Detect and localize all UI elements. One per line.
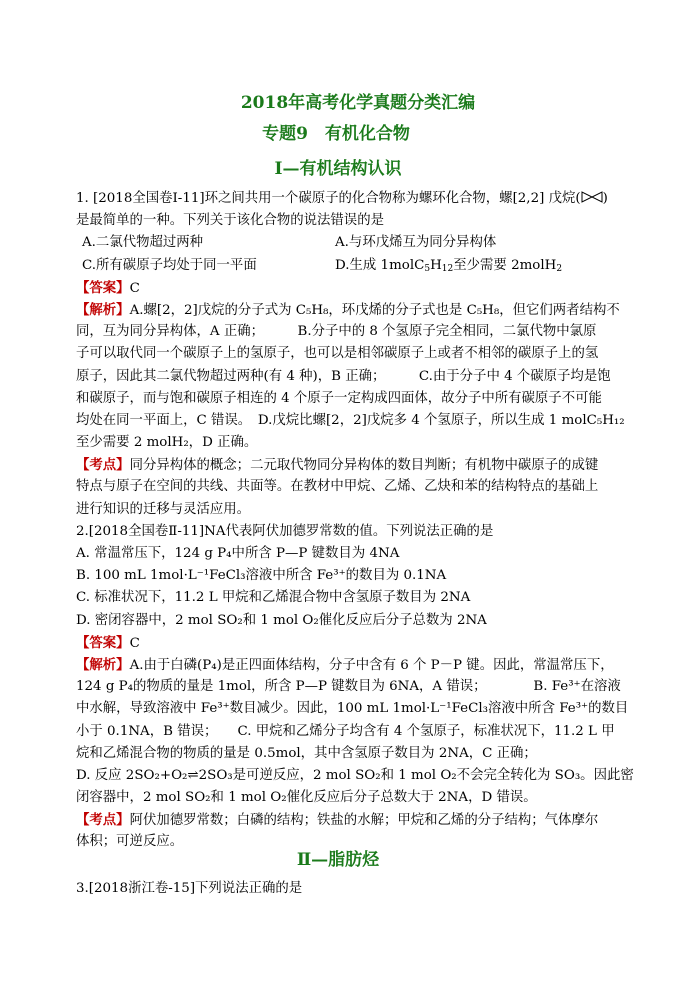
q1-stem-line-1: 1. [2018全国卷Ⅰ-11]环之间共用一个碳原子的化合物称为螺环化合物，螺[2,2] 戊烷( ) — [76, 191, 608, 206]
q2-analysis-line-1: 【解析】A.由于白磷(P₄)是正四面体结构，分子中含有 6 个 P－P 键。因此，常温常压下， — [76, 656, 614, 673]
q2-option-b: B. 100 mL 1mol·L⁻¹FeCl₃溶液中所含 Fe³⁺的数目为 0.1NA — [76, 568, 447, 584]
q2-option-a: A. 常温常压下，124 g P₄中所含 P—P 键数目为 4NA — [76, 546, 400, 561]
section-heading-2: Ⅱ—脂肪烃 — [296, 850, 380, 870]
q1-analysis-line-7: 至少需要 2 molH₂，D 正确。 — [76, 435, 258, 451]
q2-analysis-line-4: 小于 0.1NA，B 错误； C. 甲烷和乙烯分子均含有 4 个氢原子，标准状况下，11.2 L 甲 — [76, 723, 615, 739]
spiropentane-structure-icon — [581, 191, 603, 203]
q1-option-d: D.生成 $1molC_5H_{12}$至少需要 2molH$_2$ — [335, 257, 563, 274]
doc-title: 2018年高考化学真题分类汇编 — [240, 93, 476, 113]
q1-point-line-2: 特点与原子在空间的共线、共面等。在教材中甲烷、乙烯、乙炔和苯的结构特点的基础上 — [76, 479, 599, 495]
q2-option-d: D. 密闭容器中，2 mol SO₂和 1 mol O₂催化反应后分子总数为 2NA — [76, 612, 487, 628]
q2-analysis-line-7: 闭容器中，2 mol SO₂和 1 mol O₂催化反应后分子总数大于 2NA，D 错误。 — [76, 790, 537, 806]
q2-analysis-line-2: 124 g P₄的物质的量是 1mol，所含 P—P 键数目为 6NA，A 错误； B. Fe³⁺在溶液 — [76, 679, 621, 695]
q1-stem-line-2: 是最简单的一种。下列关于该化合物的说法错误的是 — [76, 213, 384, 229]
q2-analysis-line-5: 烷和乙烯混合物的物质的量是 0.5mol，其中含氢原子数目为 2NA，C 正确； — [76, 745, 537, 761]
q1-options-row-2 — [76, 255, 656, 277]
q1-option-c: C.所有碳原子均处于同一平面 — [82, 257, 257, 273]
question-3 — [76, 878, 656, 900]
section-heading-1: Ⅰ—有机结构认识 — [274, 159, 402, 179]
q3-stem: 3.[2018浙江卷-15]下列说法正确的是 — [76, 881, 303, 896]
q2-analysis-line-3: 中水解，导致溶液中 Fe³⁺数目减少。因此，100 mL 1mol·L⁻¹FeCl₃溶液中所含 Fe³⁺的数目 — [76, 701, 629, 717]
q2-point-line-2: 体积；可逆反应。 — [76, 834, 184, 850]
q1-analysis-line-4: 原子，因此其二氯代物超过两种(有 4 种)，B 正确； C.由于分子中 4 个碳原子均是饱 — [76, 368, 611, 384]
doc-subtitle: 专题9 有机化合物 — [262, 124, 410, 144]
q2-stem: 2.[2018全国卷Ⅱ-11]NA代表阿伏加德罗常数的值。下列说法正确的是 — [76, 523, 494, 539]
q1-point-line-1: 【考点】同分异构体的概念；二元取代物同分异构体的数目判断；有机物中碳原子的成键 — [76, 457, 599, 474]
q1-analysis-line-6: 均处在同一平面上，C 错误。 D.戊烷比螺[2，2]戊烷多 4 个氢原子，所以生成 1 molC₅H₁₂ — [76, 412, 625, 428]
q1-options-row-1 — [76, 232, 656, 254]
q1-answer: 【答案】C — [76, 279, 140, 296]
q2-point-line-1: 【考点】阿伏加德罗常数；白磷的结构；铁盐的水解；甲烷和乙烯的分子结构；气体摩尔 — [76, 812, 599, 829]
q1-analysis-line-2: 同，互为同分异构体，A 正确； B.分子中的 8 个氢原子完全相同，二氯代物中氯原 — [76, 324, 597, 340]
q2-answer: 【答案】C — [76, 634, 140, 651]
question-1 — [76, 188, 656, 854]
q1-analysis-line-5: 和碳原子，而与饱和碳原子相连的 4 个原子一定构成四面体，故分子中所有碳原子不可能 — [76, 390, 602, 406]
q1-analysis-line-3: 子可以取代同一个碳原子上的氢原子，也可以是相邻碳原子上或者不相邻的碳原子上的氢 — [76, 346, 599, 362]
q2-option-c: C. 标准状况下，11.2 L 甲烷和乙烯混合物中含氢原子数目为 2NA — [76, 590, 471, 606]
q2-analysis-line-6: D. 反应 2SO₂+O₂⇌2SO₃是可逆反应，2 mol SO₂和 1 mol O₂不会完全转化为 SO₃。因此密 — [76, 767, 634, 783]
q1-analysis-line-1: 【解析】A.螺[2，2]戊烷的分子式为 C₅H₈，环戊烯的分子式也是 C₅H₈，但它们两者结构不 — [76, 301, 620, 318]
q1-option-b: A.与环戊烯互为同分异构体 — [335, 235, 497, 251]
q1-point-line-3: 进行知识的迁移与灵活应用。 — [76, 501, 251, 517]
q1-option-a: A.二氯代物超过两种 — [82, 235, 204, 251]
